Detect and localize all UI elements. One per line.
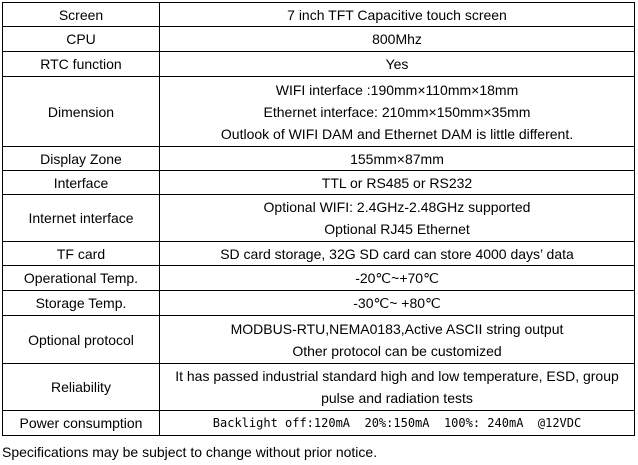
value-line: Yes: [385, 56, 409, 72]
row-value: [160, 291, 635, 316]
table-row: [3, 195, 635, 242]
row-value: [160, 171, 635, 195]
value-line: Ethernet interface: 210mm×150mm×35mm: [263, 103, 531, 120]
table-row: [3, 3, 635, 27]
row-label: Operational Temp.: [3, 266, 160, 291]
table-row: [3, 27, 635, 52]
row-label: Dimension: [3, 77, 160, 147]
spec-table: [2, 2, 635, 436]
row-label: Internet interface: [3, 195, 160, 242]
table-row: [3, 242, 635, 266]
row-label: TF card: [3, 242, 160, 266]
row-label: CPU: [3, 27, 160, 52]
table-row: [3, 364, 635, 411]
value-line: Optional RJ45 Ethernet: [324, 221, 470, 237]
row-label: Storage Temp.: [3, 291, 160, 316]
value-line: WIFI interface :190mm×110mm×18mm: [275, 81, 519, 98]
table-row: [3, 52, 635, 77]
table-row: [3, 291, 635, 316]
value-line: It has passed industrial standard high and low temperature, ESD, group: [175, 368, 619, 384]
value-line: Backlight off:120mA 20%:150mA 100%: 240mA @12VDC: [212, 416, 582, 430]
value-line: SD card storage, 32G SD card can store 4000 days’ data: [220, 245, 574, 262]
value-line: TTL or RS485 or RS232: [321, 174, 473, 191]
row-value: [160, 242, 635, 266]
row-value: [160, 3, 635, 27]
row-value: [160, 77, 635, 147]
value-line: 7 inch TFT Capacitive touch screen: [287, 6, 507, 23]
row-label: Display Zone: [3, 147, 160, 171]
row-label: Interface: [3, 171, 160, 195]
row-label: Screen: [3, 3, 160, 27]
table-row: [3, 171, 635, 195]
row-value: [160, 147, 635, 171]
value-line: 155mm×87mm: [350, 150, 444, 167]
row-label: RTC function: [3, 52, 160, 77]
row-value: [160, 266, 635, 291]
table-row: [3, 266, 635, 291]
value-line: Optional WIFI: 2.4GHz-2.48GHz supported: [263, 199, 531, 215]
row-value: [160, 411, 635, 436]
value-line: -20℃~+70℃: [355, 270, 439, 286]
row-label: Power consumption: [3, 411, 160, 436]
footnote: Specifications may be subject to change without prior notice.: [2, 444, 378, 460]
value-line: -30℃~ +80℃: [353, 295, 441, 311]
row-value: [160, 27, 635, 52]
table-row: [3, 316, 635, 364]
row-value: [160, 316, 635, 364]
table-row: [3, 147, 635, 171]
value-line: pulse and radiation tests: [321, 390, 473, 406]
row-label: Optional protocol: [3, 316, 160, 364]
value-line: MODBUS-RTU,NEMA0183,Active ASCII string output: [230, 320, 564, 337]
table-row: [3, 77, 635, 147]
value-line: 800Mhz: [372, 31, 422, 47]
row-value: [160, 52, 635, 77]
table-row: [3, 411, 635, 436]
value-line: Other protocol can be customized: [292, 342, 502, 359]
row-value: [160, 195, 635, 242]
row-label: Reliability: [3, 364, 160, 411]
value-line: Outlook of WIFI DAM and Ethernet DAM is little different.: [220, 125, 574, 142]
row-value: [160, 364, 635, 411]
